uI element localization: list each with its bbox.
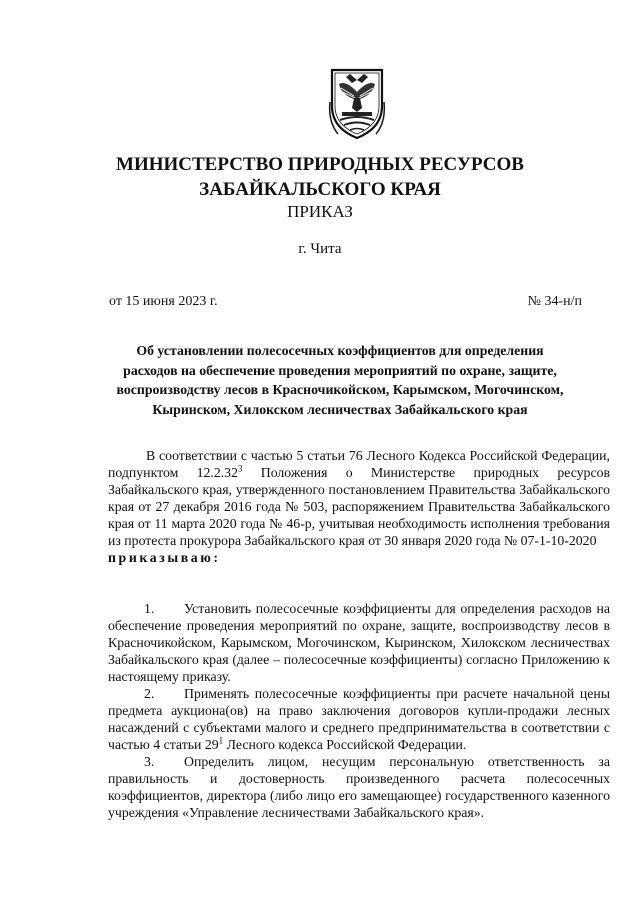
subject-line: расходов на обеспечение проведения мероприятий по охране, защите, [123, 362, 557, 378]
document-city: г. Чита [298, 241, 342, 257]
item-text: Определить лицом, несущим персональную ответственность за правильность и достоверность произведенного расчета полесосечных коэффициентов, директора (либо лицо его замещающее) государственного казенного учреждения «Управление лесничествами Забайкальского края». [108, 754, 610, 820]
preamble [108, 447, 610, 566]
item-number: 3. [144, 754, 155, 769]
item-number: 1. [144, 601, 155, 616]
order-item-1 [108, 600, 610, 685]
item-text-a: Применять полесосечные коэффициенты при расчете начальной цены предмета аукциона(ов) на право заключения договоров купли-продажи лесных насаждений с субъектами малого и среднего предпринимательства в соответствии с частью 4 статьи 29 [108, 686, 610, 752]
order-item-2 [108, 685, 610, 753]
document-date: от 15 июня 2023 г. [109, 294, 218, 309]
preamble-text-b: Положения о Министерстве природных ресурсов Забайкальского края, утвержденного постановлением Правительства Забайкальского края от 27 декабря 2016 года № 503, распоряжением Правительства Забайкальского края от 11 марта 2020 года № 46-р, учитывая необходимость исполнения требования из протеста прокурора Забайкальского края от 30 января 2020 года № 07-1-10-2020 [108, 465, 610, 548]
preamble-text-a: В соответствии с частью 5 статьи 76 Лесного Кодекса Российской Федерации, подпунктом 12.2.32 [108, 448, 610, 480]
document-number: № 34-н/п [527, 294, 582, 309]
subject-line: Об установлении полесосечных коэффициентов для определения [136, 343, 544, 358]
prikazyvayu: приказываю: [108, 550, 221, 565]
ministry-name-line2: ЗАБАЙКАЛЬСКОГО КРАЯ [199, 179, 441, 200]
preamble-superscript: 3 [237, 463, 243, 474]
ministry-name-line1: МИНИСТЕРСТВО ПРИРОДНЫХ РЕСУРСОВ [116, 154, 524, 175]
order-item-3 [108, 753, 610, 821]
item-text: Установить полесосечные коэффициенты для определения расходов на обеспечение проведения мероприятий по охране, защите, воспроизводству лесов в Красночикойском, Карымском, Могочинском, Кыринском, Хилокском лесничествах Забайкальского края (далее – полесосечные коэффициенты) согласно Приложению к настоящему приказу. [108, 601, 610, 684]
subject-line: воспроизводству лесов в Красночикойском, Карымском, Могочинском, [116, 382, 564, 397]
order-items [108, 600, 610, 821]
item-number: 2. [144, 686, 155, 701]
subject-line: Кыринском, Хилокском лесничествах Забайкальского края [152, 401, 528, 417]
preamble-paragraph [108, 447, 610, 549]
item-superscript: 1 [218, 735, 224, 746]
document-type: ПРИКАЗ [287, 202, 353, 221]
ministry-name [0, 152, 640, 202]
coat-of-arms-emblem-icon [326, 62, 388, 142]
document-subject [100, 341, 580, 419]
item-text-b: Лесного кодекса Российской Федерации. [223, 737, 467, 752]
